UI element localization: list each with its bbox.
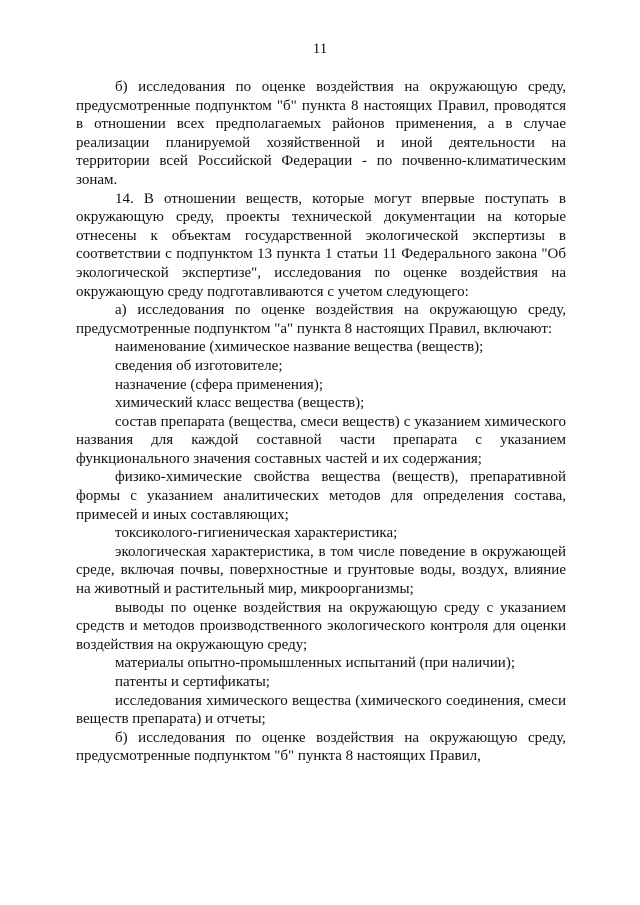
list-item-name: наименование (химическое название вещества (веществ);: [115, 339, 484, 356]
paragraph-b-regions: б) исследования по оценке воздействия на окружающую среду, предусмотренные подпунктом "б" пункта 8 настоящих Правил, проводятся в отношении всех предполагаемых районов применения, а в случае реализации планируемой хозяйственной и иной деятельности на территории всей Российской Федерации - по почвенно-климатическим зонам.: [76, 79, 566, 188]
list-item-patents: патенты и сертификаты;: [115, 674, 270, 690]
list-item-purpose: назначение (сфера применения);: [115, 376, 323, 393]
page-number: 11: [312, 41, 328, 57]
paragraph-b-continued: б) исследования по оценке воздействия на окружающую среду, предусмотренные подпунктом "б" пункта 8 настоящих Правил,: [76, 729, 566, 765]
list-item-ecology: экологическая характеристика, в том числе поведение в окружающей среде, включая почвы, поверхностные и грунтовые воды, воздух, влияние на животный и растительный мир, микроорганизмы;: [76, 543, 566, 598]
list-item-toxicology: токсиколого-гигиеническая характеристика;: [115, 525, 398, 542]
paragraph-a-includes: а) исследования по оценке воздействия на окружающую среду, предусмотренные подпунктом "а" пункта 8 настоящих Правил, включают:: [76, 302, 566, 337]
list-item-properties: физико-химические свойства вещества (веществ), препаративной формы с указанием аналитических методов для определения состава, примесей и иных составляющих;: [76, 469, 566, 523]
list-item-chemical-class: химический класс вещества (веществ);: [115, 395, 365, 412]
document-body: [76, 78, 566, 766]
list-item-manufacturer: сведения об изготовителе;: [115, 357, 283, 374]
list-item-studies: исследования химического вещества (химического соединения, смеси веществ препарата) и отчеты;: [76, 692, 566, 728]
list-item-trials: материалы опытно-промышленных испытаний (при наличии);: [115, 655, 515, 672]
paragraph-14-intro: 14. В отношении веществ, которые могут впервые поступать в окружающую среду, проекты технической документации на которые отнесены к объектам государственной экологической экспертизы в соответствии с подпунктом 13 пункта 1 статьи 11 Федерального закона "Об экологической экспертизе", исследования по оценке воздействия на окружающую среду подготавливаются с учетом следующего:: [76, 190, 566, 300]
list-item-conclusions: выводы по оценке воздействия на окружающую среду с указанием средств и методов производственного экологического контроля для оценки воздействия на окружающую среду;: [76, 599, 566, 653]
list-item-composition: состав препарата (вещества, смеси веществ) с указанием химического названия для каждой составной части препарата с указанием функционального значения составных частей и их содержания;: [76, 413, 566, 467]
